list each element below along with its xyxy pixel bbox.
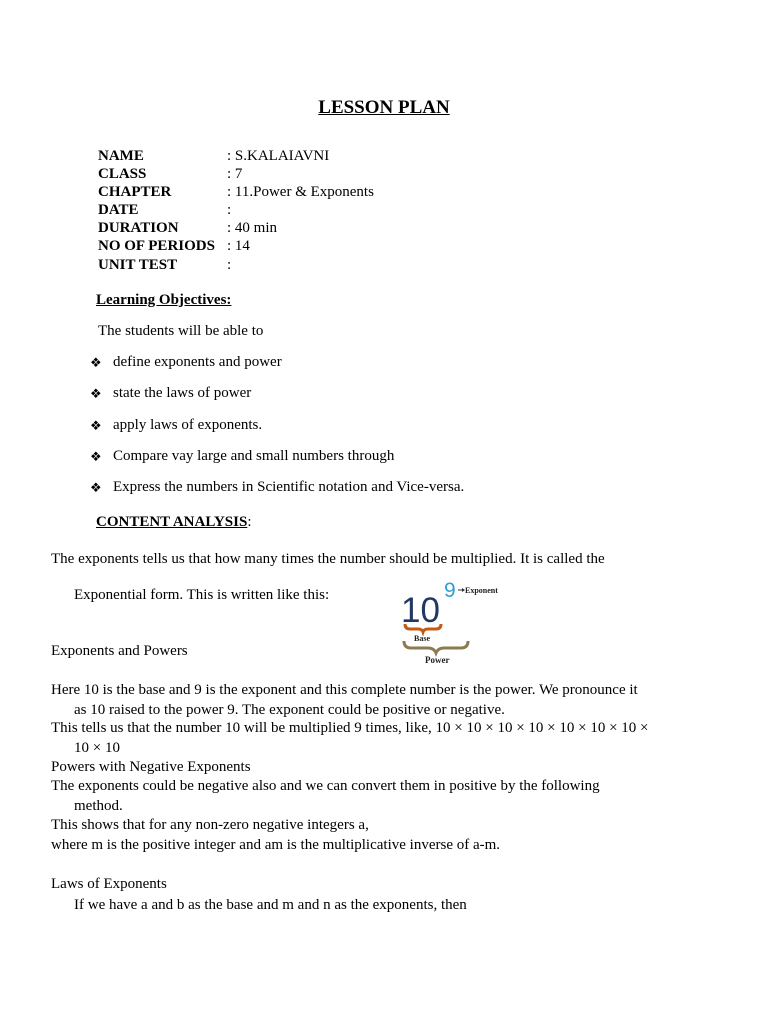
paragraph-line: where m is the positive integer and am is the multiplicative inverse of a-m. — [51, 837, 501, 853]
objective-item: Compare vay large and small numbers through — [113, 448, 395, 464]
paragraph-line: This shows that for any non-zero negative integers a, — [51, 817, 369, 833]
bullet-icon: ❖ — [90, 355, 102, 370]
info-label-unit-test: UNIT TEST — [98, 257, 178, 273]
content-line-1: The exponents tells us that how many times the number should be multiplied. It is called the — [51, 551, 605, 567]
objective-item: state the laws of power — [113, 385, 252, 401]
paragraph-line: as 10 raised to the power 9. The exponent could be positive or negative. — [74, 702, 505, 718]
info-value-chapter: : 11.Power & Exponents — [227, 184, 374, 200]
laws-heading: Laws of Exponents — [51, 876, 167, 892]
figure-power-label: Power — [425, 655, 450, 665]
objectives-intro: The students will be able to — [98, 323, 264, 339]
info-value-date: : — [227, 202, 232, 218]
bullet-icon: ❖ — [90, 386, 102, 401]
figure-exponent-number: 9 — [444, 579, 456, 602]
content-analysis-heading-colon: : — [247, 514, 252, 530]
exponent-figure — [400, 577, 504, 667]
figure-base-number: 10 — [401, 591, 440, 630]
learning-objectives-heading: Learning Objectives: — [96, 292, 232, 308]
laws-intro: If we have a and b as the base and m and n as the exponents, then — [74, 897, 467, 913]
objective-item: define exponents and power — [113, 354, 282, 370]
bullet-icon: ❖ — [90, 480, 102, 495]
figure-exponent-label: Exponent — [465, 586, 498, 595]
negative-exponents-heading: Powers with Negative Exponents — [51, 759, 251, 775]
page-title: LESSON PLAN — [318, 97, 450, 118]
info-value-duration: : 40 min — [227, 220, 278, 236]
exponents-powers-subheading: Exponents and Powers — [51, 643, 188, 659]
bullet-icon: ❖ — [90, 449, 102, 464]
info-value-unit-test: : — [227, 257, 232, 273]
info-label-date: DATE — [98, 202, 139, 218]
paragraph-line: The exponents could be negative also and we can convert them in positive by the following — [51, 778, 600, 794]
info-label-class: CLASS — [98, 166, 147, 182]
paragraph-line: 10 × 10 — [74, 740, 120, 756]
content-line-2: Exponential form. This is written like this: — [74, 587, 330, 603]
bullet-icon: ❖ — [90, 418, 102, 433]
info-label-chapter: CHAPTER — [98, 184, 172, 200]
info-value-name: : S.KALAIAVNI — [227, 148, 330, 164]
paragraph-line: method. — [74, 798, 123, 814]
content-analysis-heading — [96, 514, 251, 531]
objective-item: Express the numbers in Scientific notation and Vice-versa. — [113, 479, 465, 495]
info-value-class: : 7 — [227, 166, 243, 182]
info-value-periods: : 14 — [227, 238, 250, 254]
info-label-name: NAME — [98, 148, 144, 164]
paragraph-line: Here 10 is the base and 9 is the exponent and this complete number is the power. We pronounce it — [51, 682, 638, 698]
info-label-periods: NO OF PERIODS — [98, 238, 215, 254]
figure-base-label: Base — [414, 634, 430, 643]
exponent-diagram — [400, 577, 504, 667]
paragraph-line: This tells us that the number 10 will be multiplied 9 times, like, 10 × 10 × 10 × 10 × 10 × 10 × 10 × — [51, 720, 649, 736]
objective-item: apply laws of exponents. — [113, 417, 263, 433]
info-label-duration: DURATION — [98, 220, 179, 236]
content-analysis-heading-text: CONTENT ANALYSIS — [96, 514, 248, 530]
